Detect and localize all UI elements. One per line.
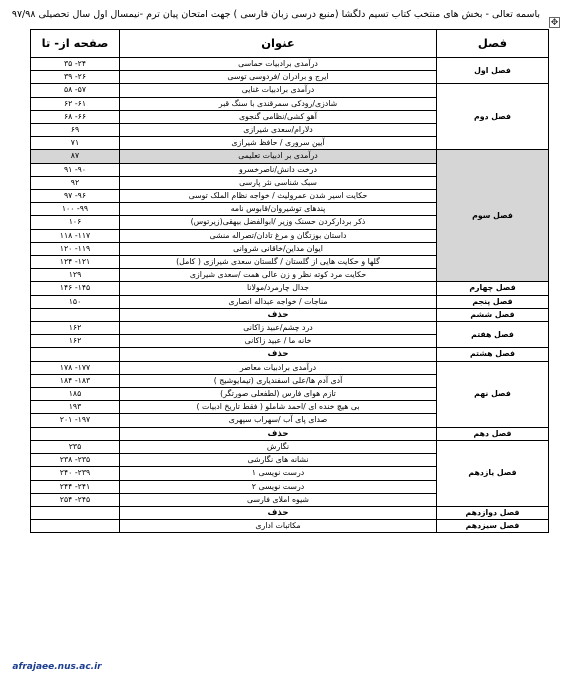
table-row — [31, 308, 549, 321]
table-row — [31, 84, 549, 97]
chapter-cell: فصل یازدهم — [437, 440, 549, 506]
page-range-cell: ۲۳۵- ۲۳۸ — [31, 454, 120, 467]
chapter-cell: فصل اول — [437, 58, 549, 84]
lesson-title-cell: داستان بوزتگان و مرغ تادان/تصراله منشی — [120, 229, 437, 242]
lesson-title-cell: خانه ما / عبید زاکانی — [120, 335, 437, 348]
page-range-cell: ۶۶- ۶۸ — [31, 110, 120, 123]
lesson-title-cell: صدای پای آب /سهراب سپهری — [120, 414, 437, 427]
table-row — [31, 440, 549, 453]
table-move-handle-icon[interactable]: ✥ — [550, 18, 559, 28]
deleted-marker: حذف — [120, 348, 437, 361]
chapter-cell: فصل هشتم — [437, 348, 549, 361]
header-page: صفحه از- تا — [31, 30, 120, 58]
chapter-cell: فصل پنجم — [437, 295, 549, 308]
page-range-cell: ۶۱- ۶۲ — [31, 97, 120, 110]
page-range-cell: ۹۲ — [31, 176, 120, 189]
page-range-cell: ۹۰- ۹۱ — [31, 163, 120, 176]
page-range-cell: ۱۹۷- ۲۰۱ — [31, 414, 120, 427]
table-row — [31, 150, 549, 163]
page-range-cell: ۲۳۹- ۲۴۰ — [31, 467, 120, 480]
lesson-title-cell: ایرج و برادران /فردوسی توسی — [120, 71, 437, 84]
chapter-cell: فصل ششم — [437, 308, 549, 321]
table-row — [31, 361, 549, 374]
page-range-cell: ۱۸۵ — [31, 388, 120, 401]
page-range-cell: ۲۴۱- ۲۴۴ — [31, 480, 120, 493]
table-row — [31, 348, 549, 361]
lesson-title-cell: درست نویسی ۲ — [120, 480, 437, 493]
lesson-title-cell: آهو کشی/نظامی گنجوی — [120, 110, 437, 123]
table-row — [31, 427, 549, 440]
lesson-title-cell: حکایت مرد کوته نظر و زن عالی همت /سعدی شیرازی — [120, 269, 437, 282]
page-range-cell: ۱۹۳ — [31, 401, 120, 414]
page-range-cell: ۷۱ — [31, 137, 120, 150]
page-range-cell: ۶۹ — [31, 124, 120, 137]
page-range-cell: ۲۳۵ — [31, 440, 120, 453]
page-range-cell — [31, 427, 120, 440]
page-range-cell: ۱۲۹ — [31, 269, 120, 282]
lesson-title-cell: درست نویسی ۱ — [120, 467, 437, 480]
page-range-cell: ۸۷ — [31, 150, 120, 163]
page-range-cell: ۱۷۷- ۱۷۸ — [31, 361, 120, 374]
lesson-title-cell: درخت دانش/ناصرخسرو — [120, 163, 437, 176]
lesson-title-cell: پندهای توشیروان/قابوس نامه — [120, 203, 437, 216]
lesson-title-cell: سبک شناسی نثر پارسی — [120, 176, 437, 189]
page-range-cell: ۹۶- ۹۷ — [31, 190, 120, 203]
lesson-title-cell: درآمدی برادبیات معاصر — [120, 361, 437, 374]
lesson-title-cell: درد چشم/عبید زاکانی — [120, 322, 437, 335]
lesson-title-cell: گلها و حکایت هایی از گلستان / گلستان سعدی شیرازی ( کامل) — [120, 256, 437, 269]
lesson-title-cell: آیین سروری / حافظ شیرازی — [120, 137, 437, 150]
chapter-cell: فصل چهارم — [437, 282, 549, 295]
page-range-cell: ۱۱۷- ۱۱۸ — [31, 229, 120, 242]
table-row — [31, 295, 549, 308]
header-title: عنوان — [120, 30, 437, 58]
page-range-cell: ۲۴- ۳۵ — [31, 58, 120, 71]
lesson-title-cell: جدال چارمرد/مولانا — [120, 282, 437, 295]
lesson-title-cell: حکایت اسیر شدن عمرولیث / خواجه نظام الملک توسی — [120, 190, 437, 203]
table-header-row — [31, 30, 549, 58]
page-title: باسمه تعالی - بخش های منتخب کتاب تسیم دلگشا (منبع درسی زبان فارسی ) جهت امتحان پیان ترم -نیمسال اول سال تحصیلی ۹۷/۹۸ — [11, 9, 540, 20]
chapter-cell: فصل نهم — [437, 361, 549, 427]
page-range-cell: ۱۸۳- ۱۸۴ — [31, 374, 120, 387]
table-row — [31, 322, 549, 335]
lesson-title-cell: درآمدی برادبیات غنایی — [120, 84, 437, 97]
page-range-cell: ۵۷- ۵۸ — [31, 84, 120, 97]
deleted-marker: حذف — [120, 427, 437, 440]
syllabus-body — [31, 58, 549, 533]
page-range-cell: ۱۰۶ — [31, 216, 120, 229]
deleted-marker: حذف — [120, 506, 437, 519]
lesson-title-cell: ایوان مداین/خاقانی شروانی — [120, 242, 437, 255]
page-range-cell: ۱۲۱- ۱۲۴ — [31, 256, 120, 269]
chapter-cell: فصل دوم — [437, 84, 549, 150]
lesson-title-cell: شادزی/رودکی سمرقندی با سنگ قبر — [120, 97, 437, 110]
lesson-title-cell: بی هیچ خنده ای /احمد شاملو ( فقط تاریخ ادبیات ) — [120, 401, 437, 414]
lesson-title-cell: آدی آدم ها/علی اسفندیاری (تیمایوشیج ) — [120, 374, 437, 387]
chapter-cell: فصل هفتم — [437, 322, 549, 348]
table-row — [31, 520, 549, 533]
page-range-cell — [31, 348, 120, 361]
page-range-cell: ۱۵۰ — [31, 295, 120, 308]
lesson-title-cell: دلارام/سعدی شیرازی — [120, 124, 437, 137]
chapter-cell: فصل سوم — [437, 150, 549, 282]
table-row — [31, 58, 549, 71]
chapter-cell: فصل دهم — [437, 427, 549, 440]
lesson-title-cell: ذکر بردارکردن حسنک وزیر /ابوالفضل بیهقی(زیرتوس) — [120, 216, 437, 229]
watermark-text: afrajaee.nus.ac.ir — [12, 662, 102, 672]
table-row — [31, 506, 549, 519]
page-range-cell — [31, 506, 120, 519]
lesson-title-cell: نگارش — [120, 440, 437, 453]
lesson-title-cell: مناجات / خواجه عبداله انصاری — [120, 295, 437, 308]
deleted-marker: حذف — [120, 308, 437, 321]
lesson-title-cell: شیوه املای فارسی — [120, 493, 437, 506]
header-chapter: فصل — [437, 30, 549, 58]
lesson-title-cell: مکاتبات اداری — [120, 520, 437, 533]
lesson-title-cell: درآمدی بر ادبیات تعلیمی — [120, 150, 437, 163]
page-range-cell: ۱۴۵- ۱۴۶ — [31, 282, 120, 295]
lesson-title-cell: نشانه های نگارشی — [120, 454, 437, 467]
page-range-cell: ۹۹- ۱۰۰ — [31, 203, 120, 216]
site-watermark — [3, 656, 111, 678]
table-row — [31, 282, 549, 295]
page-range-cell: ۲۴۵- ۲۵۴ — [31, 493, 120, 506]
page-range-cell: ۱۶۲ — [31, 322, 120, 335]
chapter-cell: فصل دوازدهم — [437, 506, 549, 519]
lesson-title-cell: تازم هوای فارس (لطفعلی صورتگر) — [120, 388, 437, 401]
chapter-cell: فصل سیزدهم — [437, 520, 549, 533]
page-range-cell: ۱۱۹- ۱۲۰ — [31, 242, 120, 255]
page-range-cell — [31, 308, 120, 321]
page-range-cell: ۱۶۲ — [31, 335, 120, 348]
page-range-cell: ۲۶- ۳۹ — [31, 71, 120, 84]
lesson-title-cell: درآمدی برادبیات حماسی — [120, 58, 437, 71]
syllabus-table — [30, 29, 549, 533]
page-range-cell — [31, 520, 120, 533]
